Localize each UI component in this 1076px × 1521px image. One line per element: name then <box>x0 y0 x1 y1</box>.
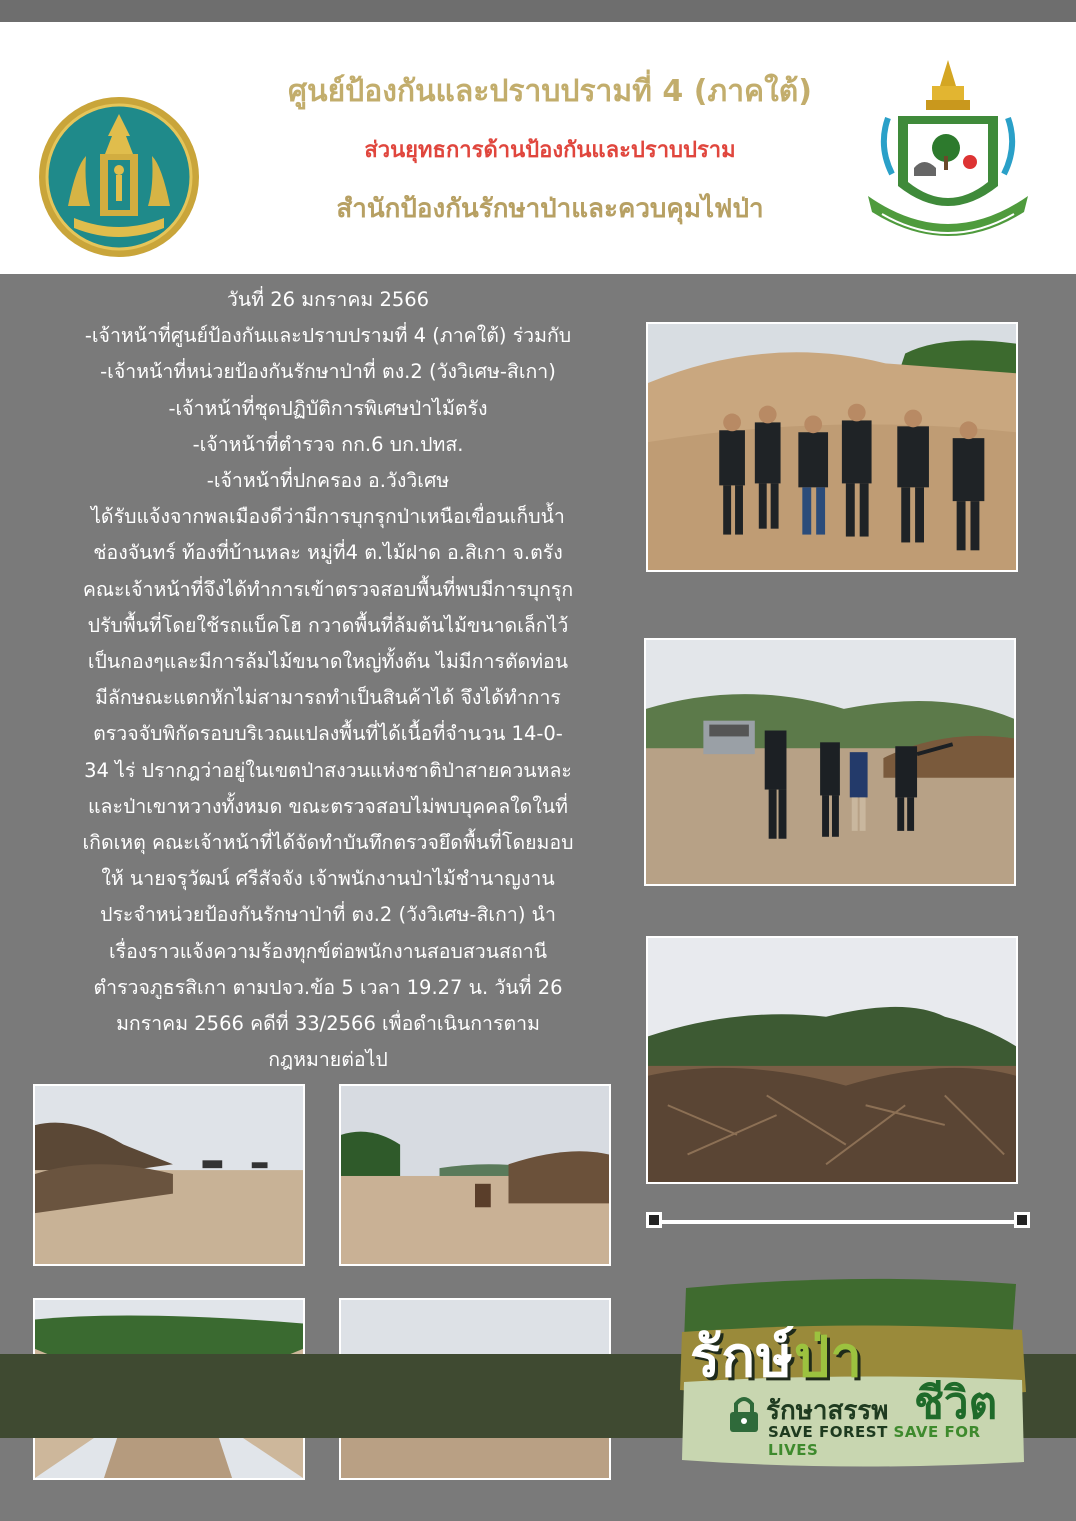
report-line: เกิดเหตุ คณะเจ้าหน้าที่ได้จัดทำบันทึกตรวจยึดพื้นที่โดยมอบ <box>82 831 574 855</box>
slider-end-handle <box>1014 1212 1030 1228</box>
badge-life-word: ชีวิต <box>914 1378 998 1429</box>
center-name-heading: ศูนย์ป้องกันและปราบปรามที่ 4 (ภาคใต้) <box>288 74 812 109</box>
padlock-icon <box>728 1394 760 1434</box>
save-forest-badge <box>676 1272 1032 1472</box>
report-line: ช่องจันทร์ ท้องที่บ้านหละ หมู่ที่4 ต.ไม้ฝาด อ.สิเกา จ.ตรัง <box>93 541 563 565</box>
badge-english-slogan: SAVE FOREST SAVE FOR LIVES <box>768 1423 981 1459</box>
report-line: ปรับพื้นที่โดยใช้รถแบ็คโฮ กวาดพื้นที่ล้มต้นไม้ขนาดเล็กไว้ <box>87 613 569 637</box>
division-heading: ส่วนยุทธการด้านป้องกันและปราบปราม <box>364 138 736 163</box>
report-line: กฎหมายต่อไป <box>268 1048 388 1072</box>
officers-group-photo <box>646 322 1018 572</box>
report-line: วันที่ 26 มกราคม 2566 <box>226 288 430 311</box>
report-line: ตรวจจับพิกัดรอบบริเวณแปลงพื้นที่ได้เนื้อที่จำนวน 14-0- <box>93 722 563 746</box>
department-emblem-icon <box>858 56 1038 256</box>
report-text <box>28 282 628 1078</box>
report-line: มีลักษณะแตกหักไม่สามารถทำเป็นสินค้าได้ จึงได้ทำการ <box>95 686 561 710</box>
cleared-forest-photo <box>646 936 1018 1184</box>
report-line: -เจ้าหน้าที่ปกครอง อ.วังวิเศษ <box>206 469 450 493</box>
header-banner <box>0 22 1076 274</box>
report-line: และป่าเขาหวางทั้งหมด ขณะตรวจสอบไม่พบบุคคลใดในที่ <box>87 794 569 818</box>
cleared-land-photo <box>33 1084 305 1266</box>
report-line: ตำรวจภูธรสิเกา ตามปจว.ข้อ 5 เวลา 19.27 น. วันที่ 26 <box>93 975 563 999</box>
report-line: -เจ้าหน้าที่ศูนย์ป้องกันและปราบปรามที่ 4 (ภาคใต้) ร่วมกับ <box>84 324 572 348</box>
badge-title: รักษ์ป่า <box>690 1325 863 1390</box>
bureau-heading: สำนักป้องกันรักษาป่าและควบคุมไฟป่า <box>336 194 764 224</box>
report-line: ประจำหน่วยป้องกันรักษาป่าที่ ตง.2 (วังวิเศษ-สิเกา) นำ <box>100 903 556 927</box>
report-line: เรื่องราวแจ้งความร้องทุกข์ต่อพนักงานสอบสวนสถานี <box>108 939 548 963</box>
report-line: 34 ไร่ ปรากฎว่าอยู่ในเขตป่าสงวนแห่งชาติป่าสายควนหละ <box>84 758 572 782</box>
officers-pointing-photo <box>644 638 1016 886</box>
report-line: มกราคม 2566 คดีที่ 33/2566 เพื่อดำเนินการตาม <box>116 1012 540 1036</box>
report-line: เป็นกองๆและมีการล้มไม้ขนาดใหญ่ทั้งต้น ไม่มีการตัดท่อน <box>87 650 569 674</box>
slider-track <box>658 1220 1018 1224</box>
report-line: -เจ้าหน้าที่ตำรวจ กก.6 บก.ปทส. <box>192 432 464 456</box>
tree-stump-photo <box>339 1084 611 1266</box>
report-line: ได้รับแจ้งจากพลเมืองดีว่ามีการบุกรุกป่าเหนือเขื่อนเก็บน้ำ <box>91 505 565 529</box>
report-line: ให้ นายจรุวัฒน์ ศรีสัจจัง เจ้าพนักงานป่าไม้ชำนาญงาน <box>101 867 555 891</box>
report-line: -เจ้าหน้าที่หน่วยป้องกันรักษาป่าที่ ตง.2 (วังวิเศษ-สิเกา) <box>100 360 556 384</box>
slider-start-handle <box>646 1212 662 1228</box>
badge-subtitle: รักษาสรรพ <box>766 1396 889 1426</box>
report-line: คณะเจ้าหน้าที่จึงได้ทำการเข้าตรวจสอบพื้นที่พบมีการบุกรุก <box>82 577 574 601</box>
report-line: -เจ้าหน้าที่ชุดปฏิบัติการพิเศษป่าไม้ตรัง <box>168 396 488 420</box>
gallery-slider <box>646 1210 1034 1234</box>
royal-forest-department-seal-icon <box>38 96 200 258</box>
top-bar <box>0 0 1076 22</box>
